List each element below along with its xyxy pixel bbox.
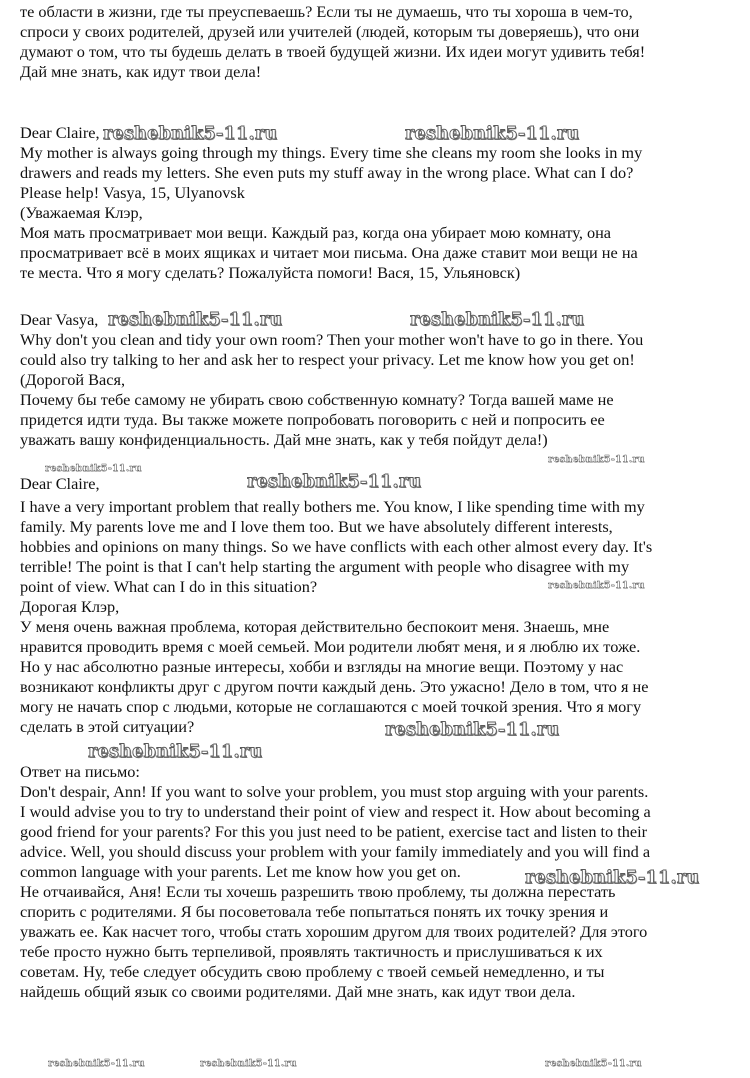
watermark: reshebnik5-11.ru: [108, 310, 283, 330]
watermark: reshebnik5-11.ru: [548, 454, 645, 465]
text-line: советам. Ну, тебе следует обсудить свою проблему с твоей семьей немедленно, и ты: [20, 962, 605, 981]
letter-greeting: Dear Claire,: [20, 123, 100, 142]
text-line: point of view. What can I do in this situation?: [20, 577, 318, 596]
text-line: common language with your parents. Let me know how you get on.: [20, 862, 461, 881]
text-line: could also try talking to her and ask her to respect your privacy. Let me know how you get on!: [20, 350, 635, 369]
text-line: уважать ее. Как насчет того, чтобы стать хорошим другом для твоих родителей? Для этого: [20, 922, 648, 941]
text-line: те области в жизни, где ты преуспеваешь? Если ты не думаешь, что ты хороша в чем-то,: [20, 2, 633, 21]
text-line: hobbies and opinions on many things. So we have conflicts with each other almost every day. It's: [20, 537, 653, 556]
text-line: Не отчаивайся, Аня! Если ты хочешь разрешить твою проблему, ты должна перестать: [20, 882, 616, 901]
text-line: Please help! Vasya, 15, Ulyanovsk: [20, 183, 245, 202]
letter-greeting: Dear Vasya,: [20, 310, 99, 329]
text-line: придется идти туда. Вы также можете попробовать поговорить с ней и попросить ее: [20, 410, 605, 429]
text-line: Дорогая Клэр,: [20, 597, 120, 616]
watermark: reshebnik5-11.ru: [385, 720, 560, 740]
text-line: У меня очень важная проблема, которая действительно беспокоит меня. Знаешь, мне: [20, 617, 610, 636]
text-line: I would advise you to try to understand their point of view and respect it. How about becoming a: [20, 802, 651, 821]
text-line: возникают конфликты друг с другом почти каждый день. Это ужасно! Дело в том, что я не: [20, 677, 649, 696]
text-line: Why don't you clean and tidy your own room? Then your mother won't have to go in there. You: [20, 330, 644, 349]
text-line: думают о том, что ты будешь делать в твоей будущей жизни. Их идеи могут удивить тебя!: [20, 42, 646, 61]
text-line: I have a very important problem that really bothers me. You know, I like spending time with my: [20, 497, 645, 516]
text-line: (Дорогой Вася,: [20, 370, 126, 389]
text-line: сделать в этой ситуации?: [20, 717, 195, 736]
watermark: reshebnik5-11.ru: [525, 868, 700, 888]
letter-greeting: Dear Claire,: [20, 474, 100, 493]
watermark: reshebnik5-11.ru: [200, 1058, 297, 1069]
text-line: просматривает всё в моих ящиках и читает мои письма. Она даже ставит мои вещи не на: [20, 243, 638, 262]
text-line: те места. Что я могу сделать? Пожалуйста помоги! Вася, 15, Ульяновск): [20, 263, 521, 282]
text-line: спроси у своих родителей, друзей или учителей (людей, которым ты доверяешь), что они: [20, 22, 640, 41]
reply-heading: Ответ на письмо:: [20, 762, 140, 781]
text-line: family. My parents love me and I love them too. But we have absolutely different interests,: [20, 517, 613, 536]
text-line: Почему бы тебе самому не убирать свою собственную комнату? Тогда вашей маме не: [20, 390, 614, 409]
text-line: спорить с родителями. Я бы посоветовала тебе попытаться понять их точку зрения и: [20, 902, 609, 921]
watermark: reshebnik5-11.ru: [548, 580, 645, 591]
text-line: My mother is always going through my things. Every time she cleans my room she looks in my: [20, 143, 643, 162]
watermark: reshebnik5-11.ru: [88, 742, 263, 762]
text-line: нравится проводить время с моей семьей. Мои родители любят меня, и я люблю их тоже.: [20, 637, 641, 656]
text-line: Но у нас абсолютно разные интересы, хобби и взгляды на многие вещи. Поэтому у нас: [20, 657, 624, 676]
text-line: Don't despair, Ann! If you want to solve your problem, you must stop arguing with your parents.: [20, 782, 649, 801]
text-line: Дай мне знать, как идут твои дела!: [20, 62, 262, 81]
text-line: Моя мать просматривает мои вещи. Каждый раз, когда она убирает мою комнату, она: [20, 223, 612, 242]
text-line: drawers and reads my letters. She even puts my stuff away in the wrong place. What can I do?: [20, 163, 634, 182]
text-line: уважать вашу конфиденциальность. Дай мне знать, как у тебя пойдут дела!): [20, 430, 548, 449]
watermark: reshebnik5-11.ru: [45, 463, 142, 474]
watermark: reshebnik5-11.ru: [48, 1058, 145, 1069]
watermark: reshebnik5-11.ru: [103, 124, 278, 144]
watermark: reshebnik5-11.ru: [405, 124, 580, 144]
text-line: advice. Well, you should discuss your problem with your family immediately and you will find a: [20, 842, 651, 861]
text-line: тебе просто нужно быть терпеливой, проявлять тактичность и прислушиваться к их: [20, 942, 603, 961]
text-line: terrible! The point is that I can't help starting the argument with people who disagree with my: [20, 557, 630, 576]
watermark: reshebnik5-11.ru: [247, 472, 422, 492]
watermark: reshebnik5-11.ru: [545, 1058, 642, 1069]
text-line: good friend for your parents? For this you just need to be patient, exercise tact and listen to their: [20, 822, 648, 841]
text-line: (Уважаемая Клэр,: [20, 203, 143, 222]
watermark: reshebnik5-11.ru: [410, 310, 585, 330]
text-line: могу не начать спор с людьми, которые не соглашаются с моей точкой зрения. Что я могу: [20, 697, 642, 716]
text-line: найдешь общий язык со своими родителями. Дай мне знать, как идут твои дела.: [20, 982, 576, 1001]
